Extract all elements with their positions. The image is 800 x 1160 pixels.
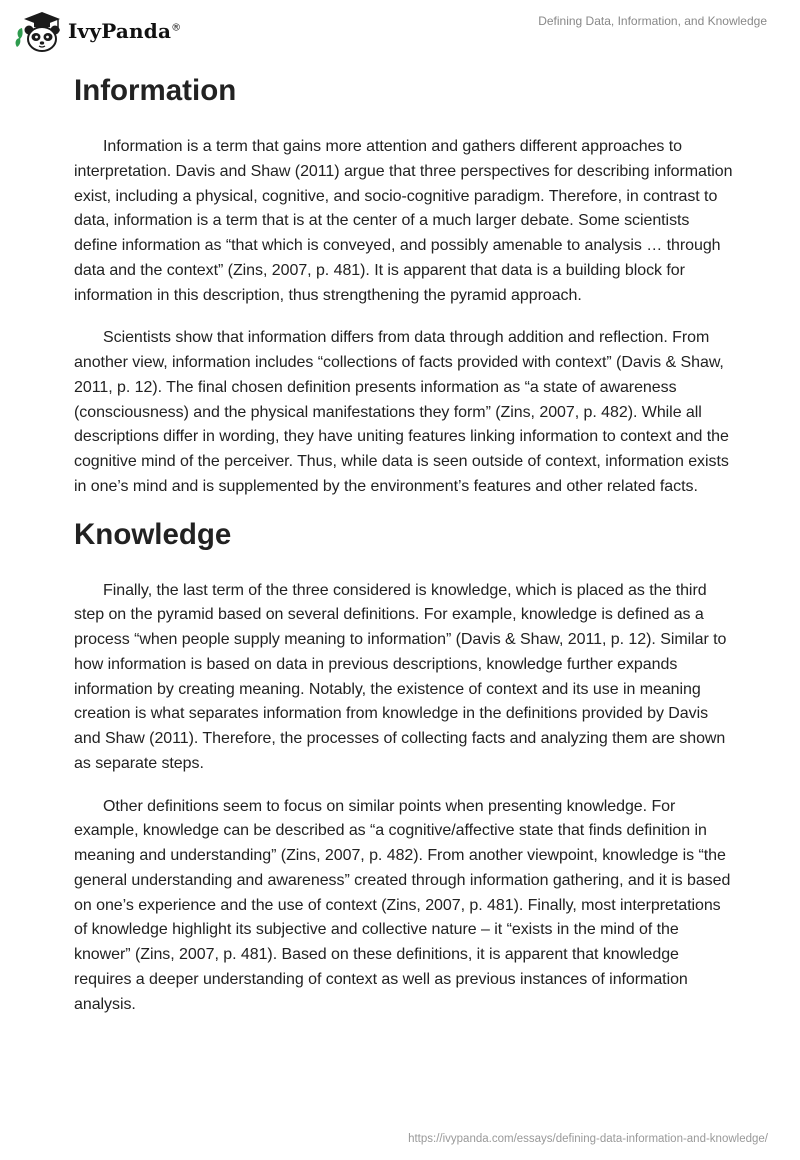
paragraph: Information is a term that gains more attention and gathers different approaches to interpretation. Davis and Shaw (2011) argue that three perspectives for describing information exist, including a physical, cognitive, and socio-cognitive paradigm. Therefore, in contrast to data, information is a term that is at the center of a much larger debate. Some scientists define information as “that which is conveyed, and possibly amenable to analysis … through data and the context” (Zins, 2007, p. 481). It is apparent that data is a building block for information in this description, thus strengthening the pyramid approach. [74, 138, 733, 304]
source-url-link[interactable]: https://ivypanda.com/essays/defining-data-information-and-knowledge/ [408, 1133, 768, 1145]
panda-graduation-cap-icon [14, 9, 64, 53]
paragraph: Scientists show that information differs from data through addition and reflection. From another view, information includes “collections of facts provided with context” (Davis & Shaw, 2011, p. 12). The final chosen definition presents information as “a state of awareness (consciousness) and the physical manifestations they form” (Zins, 2007, p. 482). While all descriptions differ in wording, they have uniting features linking information to context and the cognitive mind of the perceiver. Thus, while data is seen outside of context, information exists in one’s mind and is supplemented by the environment’s features and other related facts. [74, 329, 729, 495]
brand-logo-link[interactable] [14, 8, 181, 54]
page-header [0, 0, 800, 60]
paragraph: Finally, the last term of the three considered is knowledge, which is placed as the third step on the pyramid based on several definitions. For example, knowledge is defined as a process “when people supply meaning to information” (Davis & Shaw, 2011, p. 12). Similar to how information is based on data in previous descriptions, knowledge further expands information by creating meaning. Notably, the existence of context and its use in meaning creation is what separates information from knowledge in the definitions provided by Davis and Shaw (2011). Therefore, the processes of collecting facts and analyzing them are shown as separate steps. [74, 581, 727, 772]
document-title: Defining Data, Information, and Knowledge [538, 14, 767, 28]
brand-name [68, 19, 181, 43]
section-heading-information: Information [74, 74, 237, 107]
paragraph: Other definitions seem to focus on similar points when presenting knowledge. For example, knowledge can be described as “a cognitive/affective state that finds definition in meaning and understanding” (Zins, 2007, p. 482). From another viewpoint, knowledge is “the general understanding and awareness” created through information gathering, and it is based on one’s experience and the use of context (Zins, 2007, p. 481). Finally, most interpretations of knowledge highlight its subjective and collective nature – it “exists in the mind of the knower” (Zins, 2007, p. 481). Based on these definitions, it is apparent that knowledge requires a deeper understanding of context as well as previous instances of information analysis. [74, 797, 731, 1013]
essay-content [74, 69, 734, 1017]
brand-name-text: IvyPanda [68, 19, 172, 43]
registered-mark: ® [171, 22, 182, 34]
section-heading-knowledge: Knowledge [74, 517, 232, 551]
